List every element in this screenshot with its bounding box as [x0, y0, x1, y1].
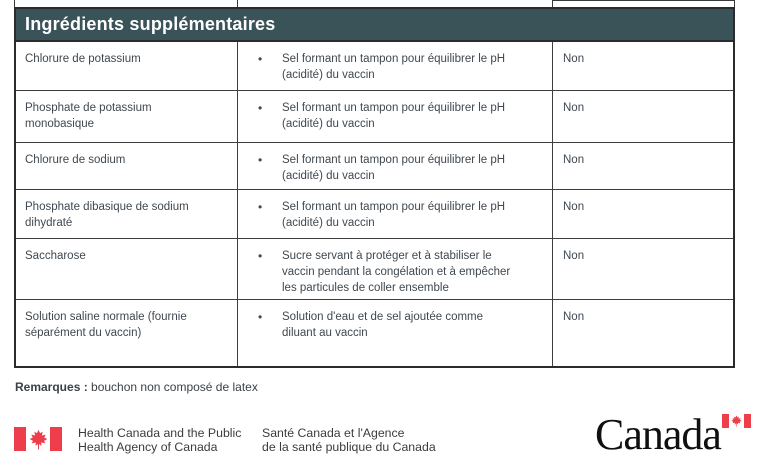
flag-red-bar — [744, 414, 751, 428]
ingredient-cell — [16, 91, 238, 142]
ingredient-cell — [16, 190, 238, 238]
purpose-line: (acidité) du vaccin — [282, 118, 375, 130]
flag-red-bar — [722, 414, 729, 428]
bullet-icon: • — [258, 200, 263, 214]
purpose-cell — [238, 91, 553, 142]
table-row — [16, 190, 733, 239]
ingredient-line: dihydraté — [25, 217, 73, 229]
purpose-line: Sel formant un tampon pour équilibrer le pH — [282, 201, 506, 213]
purpose-line: (acidité) du vaccin — [282, 69, 375, 81]
remarks — [15, 380, 258, 394]
table-row — [16, 300, 733, 366]
purpose-line: vaccin pendant la congélation et à empêcher — [282, 266, 511, 278]
remarks-label: Remarques : — [15, 380, 88, 394]
purpose-cell — [238, 143, 553, 189]
ingredient-line: Phosphate de potassium — [25, 102, 152, 114]
ingredient-line: Chlorure de potassium — [25, 53, 141, 65]
answer-cell: Non — [563, 102, 585, 114]
fip-fr-line2: de la santé publique du Canada — [262, 440, 436, 454]
table-row — [16, 143, 733, 190]
flag-red-bar — [14, 427, 26, 451]
purpose-line: (acidité) du vaccin — [282, 217, 375, 229]
fip-text-fr — [262, 426, 436, 454]
answer-cell: Non — [563, 250, 585, 262]
ingredient-cell — [16, 300, 238, 366]
fip-text-en — [78, 426, 241, 454]
bullet-icon: • — [258, 153, 263, 167]
flag-red-bar — [50, 427, 62, 451]
purpose-cell — [238, 300, 553, 366]
canada-flag-icon — [14, 427, 62, 451]
table-row — [16, 239, 733, 300]
ingredient-line: Saccharose — [25, 250, 86, 262]
purpose-cell — [238, 239, 553, 299]
ingredient-cell — [16, 42, 238, 90]
purpose-line: Sucre servant à protéger et à stabiliser le — [282, 250, 492, 262]
ingredient-line: Chlorure de sodium — [25, 154, 126, 166]
answer-cell: Non — [563, 154, 585, 166]
remnant-top-border — [552, 0, 735, 1]
purpose-cell — [238, 42, 553, 90]
bullet-icon: • — [258, 101, 263, 115]
maple-leaf-icon — [29, 429, 48, 450]
purpose-cell — [238, 190, 553, 238]
answer-cell: Non — [563, 53, 585, 65]
section-title: Ingrédients supplémentaires — [16, 9, 733, 42]
answer-cell: Non — [563, 201, 585, 213]
ingredient-line: Solution saline normale (fournie — [25, 311, 187, 323]
fip-en-line2: Health Agency of Canada — [78, 440, 218, 454]
flag-white-field — [26, 427, 50, 451]
table-row — [16, 91, 733, 143]
ingredient-cell — [16, 239, 238, 299]
purpose-line: Sel formant un tampon pour équilibrer le pH — [282, 154, 506, 166]
purpose-line: les particules de coller ensemble — [282, 282, 449, 294]
flag-white-field — [729, 414, 744, 428]
wordmark-flag-icon — [722, 414, 751, 428]
purpose-line: Sel formant un tampon pour équilibrer le pH — [282, 53, 506, 65]
canada-wordmark-text: Canada — [595, 410, 721, 459]
canada-wordmark — [595, 411, 753, 461]
bullet-icon: • — [258, 310, 263, 324]
purpose-line: (acidité) du vaccin — [282, 170, 375, 182]
purpose-line: Sel formant un tampon pour équilibrer le pH — [282, 102, 506, 114]
maple-leaf-icon — [731, 415, 742, 427]
fip-fr-line1: Santé Canada et l'Agence — [262, 426, 405, 440]
answer-cell: Non — [563, 311, 585, 323]
supplementary-ingredients-table — [14, 7, 735, 368]
ingredient-line: monobasique — [25, 118, 95, 130]
remarks-text: bouchon non composé de latex — [87, 380, 258, 394]
purpose-line: Solution d'eau et de sel ajoutée comme — [282, 311, 484, 323]
purpose-line: diluant au vaccin — [282, 327, 368, 339]
bullet-icon: • — [258, 249, 263, 263]
ingredient-cell — [16, 143, 238, 189]
table-row — [16, 42, 733, 91]
fip-en-line1: Health Canada and the Public — [78, 426, 242, 440]
ingredient-line: Phosphate dibasique de sodium — [25, 201, 189, 213]
bullet-icon: • — [258, 52, 263, 66]
ingredient-line: séparément du vaccin) — [25, 327, 142, 339]
